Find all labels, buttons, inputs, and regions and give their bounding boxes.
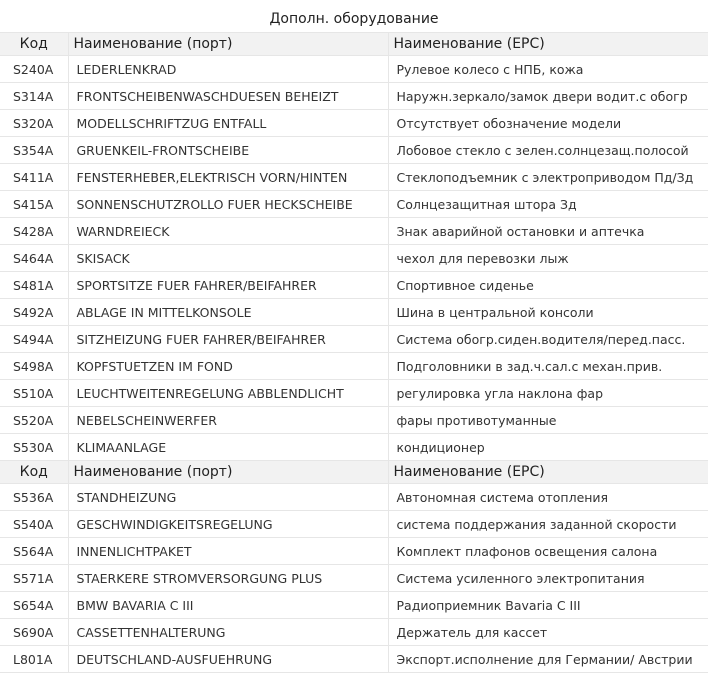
cell-epc-name: Автономная система отопления (388, 484, 708, 511)
header-epc-name: Наименование (EPC) (388, 461, 708, 484)
cell-port-name: FRONTSCHEIBENWASCHDUESEN BEHEIZT (68, 83, 388, 110)
table-row (0, 137, 708, 164)
cell-port-name: DEUTSCHLAND-AUSFUEHRUNG (68, 646, 388, 673)
cell-code: S492A (0, 299, 68, 326)
table-row (0, 56, 708, 83)
table-row (0, 299, 708, 326)
table-row (0, 538, 708, 565)
cell-epc-name: Система усиленного электропитания (388, 565, 708, 592)
cell-port-name: MODELLSCHRIFTZUG ENTFALL (68, 110, 388, 137)
cell-epc-name: Отсутствует обозначение модели (388, 110, 708, 137)
cell-port-name: BMW BAVARIA C III (68, 592, 388, 619)
cell-code: L801A (0, 646, 68, 673)
cell-epc-name: Спортивное сиденье (388, 272, 708, 299)
cell-port-name: SKISACK (68, 245, 388, 272)
cell-port-name: LEUCHTWEITENREGELUNG ABBLENDLICHT (68, 380, 388, 407)
cell-epc-name: система поддержания заданной скорости (388, 511, 708, 538)
table-row (0, 245, 708, 272)
cell-port-name: LEDERLENKRAD (68, 56, 388, 83)
cell-code: S411A (0, 164, 68, 191)
cell-epc-name: Радиоприемник Bavaria C III (388, 592, 708, 619)
cell-port-name: ABLAGE IN MITTELKONSOLE (68, 299, 388, 326)
cell-code: S494A (0, 326, 68, 353)
cell-port-name: WARNDREIECK (68, 218, 388, 245)
table-row (0, 565, 708, 592)
table-row (0, 353, 708, 380)
cell-epc-name: Система обогр.сиден.водителя/перед.пасс. (388, 326, 708, 353)
cell-epc-name: Держатель для кассет (388, 619, 708, 646)
table-row (0, 511, 708, 538)
table-row (0, 164, 708, 191)
cell-port-name: KLIMAANLAGE (68, 434, 388, 461)
header-code: Код (0, 33, 68, 56)
cell-port-name: SPORTSITZE FUER FAHRER/BEIFAHRER (68, 272, 388, 299)
cell-epc-name: кондиционер (388, 434, 708, 461)
table-row (0, 110, 708, 137)
header-port-name: Наименование (порт) (68, 461, 388, 484)
cell-port-name: INNENLICHTPAKET (68, 538, 388, 565)
cell-code: S564A (0, 538, 68, 565)
cell-code: S240A (0, 56, 68, 83)
cell-epc-name: фары противотуманные (388, 407, 708, 434)
table-row (0, 380, 708, 407)
cell-code: S428A (0, 218, 68, 245)
table-row (0, 326, 708, 353)
cell-code: S354A (0, 137, 68, 164)
cell-epc-name: Комплект плафонов освещения салона (388, 538, 708, 565)
cell-epc-name: Знак аварийной остановки и аптечка (388, 218, 708, 245)
cell-code: S464A (0, 245, 68, 272)
cell-epc-name: Наружн.зеркало/замок двери водит.с обогр (388, 83, 708, 110)
table-row (0, 407, 708, 434)
table-header-row (0, 461, 708, 484)
cell-code: S571A (0, 565, 68, 592)
table-row (0, 83, 708, 110)
cell-port-name: STAERKERE STROMVERSORGUNG PLUS (68, 565, 388, 592)
cell-epc-name: Солнцезащитная штора Зд (388, 191, 708, 218)
equipment-table (0, 32, 708, 673)
cell-port-name: STANDHEIZUNG (68, 484, 388, 511)
cell-epc-name: Экспорт.исполнение для Германии/ Австрии (388, 646, 708, 673)
table-title: Дополн. оборудование (269, 11, 439, 27)
cell-code: S510A (0, 380, 68, 407)
cell-port-name: SITZHEIZUNG FUER FAHRER/BEIFAHRER (68, 326, 388, 353)
header-epc-name: Наименование (EPC) (388, 33, 708, 56)
cell-code: S536A (0, 484, 68, 511)
table-row (0, 484, 708, 511)
cell-epc-name: Подголовники в зад.ч.сал.с механ.прив. (388, 353, 708, 380)
cell-code: S415A (0, 191, 68, 218)
cell-code: S690A (0, 619, 68, 646)
table-row (0, 434, 708, 461)
cell-epc-name: Рулевое колесо с НПБ, кожа (388, 56, 708, 83)
header-code: Код (0, 461, 68, 484)
cell-epc-name: Стеклоподъемник с электроприводом Пд/Зд (388, 164, 708, 191)
cell-code: S481A (0, 272, 68, 299)
cell-epc-name: Шина в центральной консоли (388, 299, 708, 326)
table-row (0, 619, 708, 646)
table-row (0, 646, 708, 673)
cell-port-name: NEBELSCHEINWERFER (68, 407, 388, 434)
cell-port-name: CASSETTENHALTERUNG (68, 619, 388, 646)
cell-port-name: KOPFSTUETZEN IM FOND (68, 353, 388, 380)
equipment-table-body (0, 33, 708, 673)
table-row (0, 218, 708, 245)
cell-code: S654A (0, 592, 68, 619)
cell-port-name: GESCHWINDIGKEITSREGELUNG (68, 511, 388, 538)
cell-code: S540A (0, 511, 68, 538)
cell-epc-name: регулировка угла наклона фар (388, 380, 708, 407)
cell-code: S498A (0, 353, 68, 380)
cell-code: S520A (0, 407, 68, 434)
cell-port-name: GRUENKEIL-FRONTSCHEIBE (68, 137, 388, 164)
cell-epc-name: Лобовое стекло с зелен.солнцезащ.полосой (388, 137, 708, 164)
cell-port-name: FENSTERHEBER,ELEKTRISCH VORN/HINTEN (68, 164, 388, 191)
cell-code: S320A (0, 110, 68, 137)
header-port-name: Наименование (порт) (68, 33, 388, 56)
table-header-row (0, 33, 708, 56)
cell-code: S530A (0, 434, 68, 461)
table-row (0, 592, 708, 619)
table-row (0, 272, 708, 299)
cell-epc-name: чехол для перевозки лыж (388, 245, 708, 272)
cell-code: S314A (0, 83, 68, 110)
cell-port-name: SONNENSCHUTZROLLO FUER HECKSCHEIBE (68, 191, 388, 218)
table-row (0, 191, 708, 218)
